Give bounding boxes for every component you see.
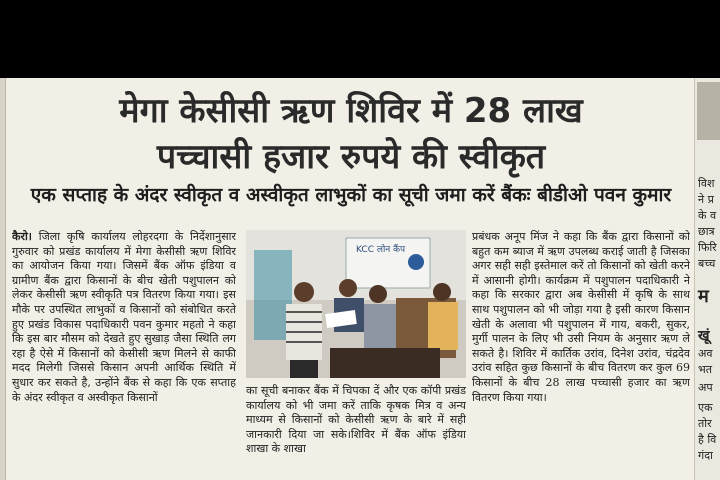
page-left-edge — [0, 78, 6, 480]
dateline: कैरो। — [12, 230, 32, 243]
adjacent-fragment: म — [698, 286, 709, 307]
newspaper-page — [0, 78, 720, 480]
subheadline: एक सप्ताह के अंदर स्वीकृत व अस्वीकृत लाभुकों का सूची जमा करें बैंकः बीडीओ पवन कुमार — [30, 184, 672, 206]
column-3-text: प्रबंधक अनूप मिंज ने कहा कि बैंक द्वारा किसानों को बहुत कम ब्याज में ऋण उपलब्ध कराई जाती है जिसका अगर सही सही इस्तेमाल करें तो किसानों को खेती करने में आसानी होगी। कार्यक्रम में पशुपालन पदाधिकारी ने कहा कि सरकार द्वारा अब केसीसी में कृषि के साथ साथ पशुपालन को भी जोड़ा गया है इसी कारण किसान खेती के अलावा भी पशुपालन में गाय, बकरी, सुकर, मुर्गी पालन के लिए भी उसी नियम के अनुसार ऋण ले सकते है। शिविर में कार्तिक उरांव, दिनेश उरांव, चंद्रदेव उरांव सहित कुछ किसानों के बीच वितरण कर कुल 69 किसानों के बीच 28 लाख पच्चासी हजार का ऋण वितरण किया गया। — [472, 230, 690, 404]
headline — [12, 88, 690, 180]
adjacent-fragment: खूं — [698, 328, 710, 344]
adjacent-fragment: के व — [698, 209, 717, 222]
adjacent-fragment: अप — [698, 381, 713, 394]
news-photo — [246, 230, 466, 378]
article-column-1 — [12, 230, 236, 480]
adjacent-fragment: विश — [698, 177, 715, 190]
adjacent-fragment: फिरि — [698, 241, 717, 254]
adjacent-fragment: है वि — [698, 433, 717, 446]
adjacent-fragment: गंदा — [698, 449, 713, 462]
adjacent-fragment: छात्र — [698, 225, 715, 238]
column-2-text: का सूची बनाकर बैंक में चिपका दें और एक कॉपी प्रखंड कार्यालय को भी जमा करें ताकि कृषक मित्र व अन्य माध्यम से किसानों को केसीसी ऋण के बारे में सही जानकारी दिया जा सके।शिविर में बैंक ऑफ इंडिया शाखा के शाखा — [246, 384, 466, 456]
photo-banner-text: KCC लोन कैंप — [356, 245, 406, 255]
adjacent-fragment: अव — [698, 347, 713, 360]
black-top-band — [0, 0, 720, 78]
headline-line-2: पच्चासी हजार रुपये की स्वीकृत — [156, 137, 546, 177]
news-article — [12, 78, 690, 480]
adjacent-fragment: एक — [698, 401, 713, 414]
adjacent-fragment: भत — [698, 363, 713, 376]
article-column-2 — [246, 384, 466, 480]
adjacent-fragment: तोर — [698, 417, 712, 430]
photo-illustration — [246, 230, 466, 378]
adjacent-article-strip — [694, 78, 720, 480]
column-1-text: जिला कृषि कार्यालय लोहरदगा के निर्देशानुसार गुरुवार को प्रखंड कार्यालय में मेगा केसीसी ऋण शिविर का आयोजन किया गया। जिसमें बैंक ऑफ इंडिया व ग्रामीण बैंक द्वारा किसानों के बीच खेती पशुपालन को लेकर केसीसी ऋण स्वीकृति पत्र वितरण किया गया। इस मौके पर उपस्थित लाभुकों व किसानों को संबोधित करते हुए प्रखंड विकास पदाधिकारी पवन कुमार महतो ने कहा कि इस बार मौसम को देखते हुए सुखाड़ जैसा स्थिति लग रहा है ऐसे में किसानों को केसीसी ऋण मिलने से काफी मदद मिलेगी जिससे किसान अपनी आर्थिक स्थिति में सुधार कर सकते है, उन्होंने बैंक से कहा कि एक सप्ताह के अंदर स्वीकृत व अस्वीकृत किसानों — [12, 230, 236, 404]
adjacent-fragment: बच्च — [698, 257, 716, 270]
adjacent-fragment: ने प्र — [698, 193, 714, 206]
headline-line-1: मेगा केसीसी ऋण शिविर में 28 लाख — [119, 91, 583, 131]
adjacent-photo — [697, 82, 720, 140]
article-column-3 — [472, 230, 690, 480]
